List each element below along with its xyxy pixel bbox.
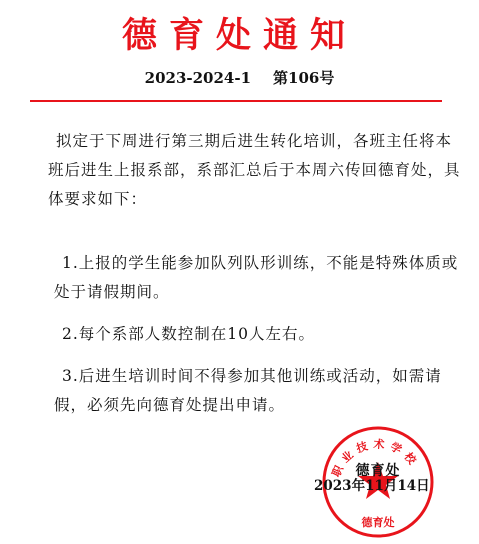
- issuer-name: 德育处: [355, 463, 401, 479]
- requirement-item-3: 3.后进生培训时间不得参加其他训练或活动，如需请假，必须先向德育处提出申请。: [54, 367, 442, 414]
- requirement-item-2: 2.每个系部人数控制在10人左右。: [62, 325, 316, 343]
- intro-paragraph: 拟定于下周进行第三期后进生转化培训，各班主任将本班后进生上报系部，系部汇总后于本周六传回德育处，具体要求如下：: [48, 132, 461, 208]
- document-number: [0, 68, 479, 88]
- requirement-item-1: 1.上报的学生能参加队列队形训练，不能是特殊体质或处于请假期间。: [54, 254, 459, 301]
- seal-center-text: 德育处: [361, 516, 395, 529]
- header-divider: [30, 100, 442, 102]
- seal-ring-text: 职业技术学校: [329, 437, 422, 480]
- document-serial: 第106号: [273, 69, 335, 87]
- notice-title: 德育处通知: [121, 15, 357, 56]
- issue-date: 2023年11月14日: [314, 478, 430, 494]
- document-year: 2023-2024-1: [144, 69, 252, 87]
